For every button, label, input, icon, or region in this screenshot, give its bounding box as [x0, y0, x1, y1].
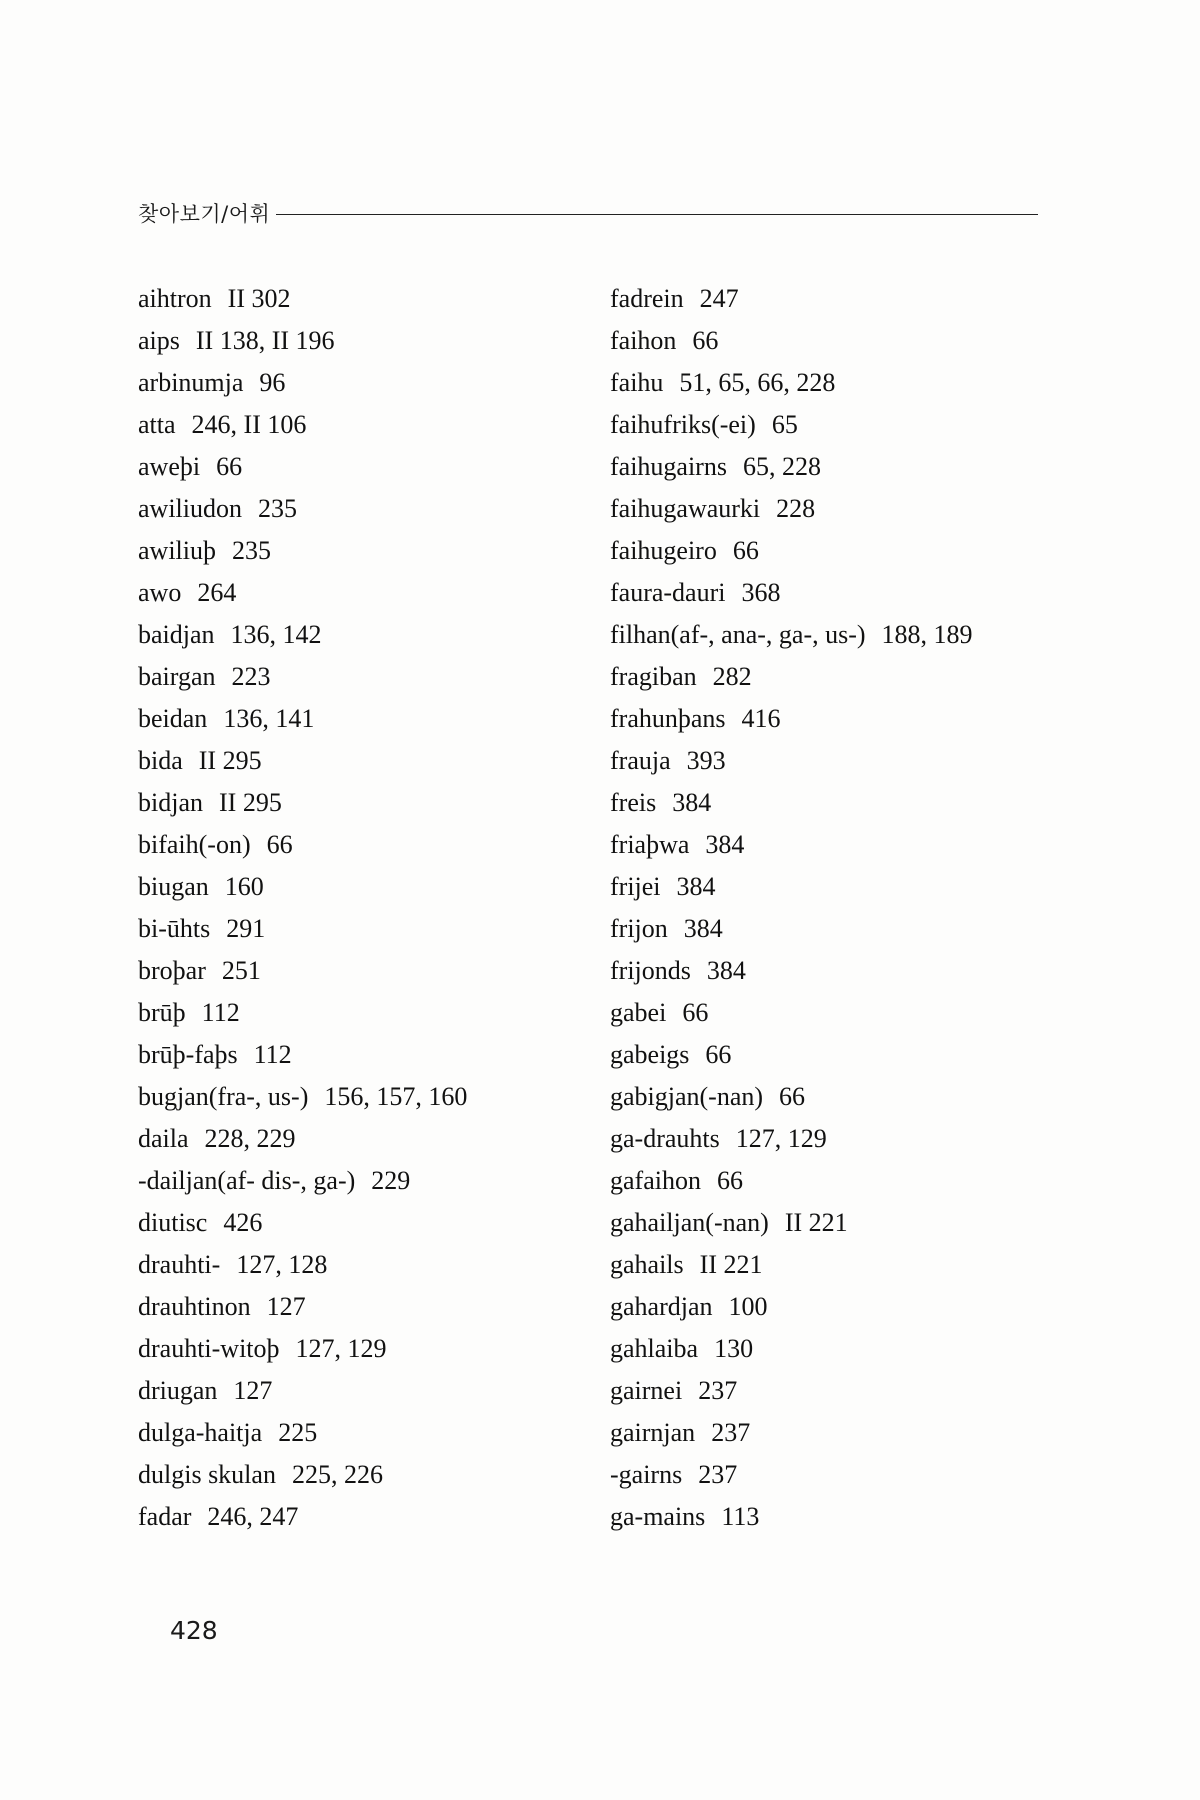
index-word: faihu — [610, 368, 664, 397]
index-word: fadrein — [610, 284, 684, 313]
page-references: 225, 226 — [291, 1460, 383, 1489]
index-entry — [138, 1286, 578, 1328]
index-entry — [610, 1412, 1070, 1454]
index-entry — [610, 1454, 1070, 1496]
index-entry — [138, 1034, 578, 1076]
index-entry — [138, 404, 578, 446]
index-entry — [610, 656, 1070, 698]
index-word: bifaih(-on) — [138, 830, 251, 859]
index-entry — [610, 866, 1070, 908]
index-word: ga-mains — [610, 1502, 706, 1531]
index-entry — [610, 824, 1070, 866]
index-word: faihugairns — [610, 452, 727, 481]
index-entry — [138, 698, 578, 740]
index-word: gabei — [610, 998, 667, 1027]
page-references: 112 — [201, 998, 240, 1027]
page-references: 66 — [716, 1166, 743, 1195]
page-references: 65 — [771, 410, 798, 439]
index-word: beidan — [138, 704, 208, 733]
index-entry — [610, 530, 1070, 572]
page-references: 237 — [698, 1376, 738, 1405]
index-word: gahlaiba — [610, 1334, 699, 1363]
index-word: aweþi — [138, 452, 201, 481]
index-word: frijei — [610, 872, 661, 901]
index-entry — [610, 362, 1070, 404]
index-entry — [610, 1202, 1070, 1244]
index-entry — [138, 572, 578, 614]
page-references: 66 — [266, 830, 293, 859]
index-word: baidjan — [138, 620, 215, 649]
index-entry — [610, 320, 1070, 362]
page-references: 229 — [371, 1166, 411, 1195]
index-entry — [138, 1454, 578, 1496]
index-entry — [610, 488, 1070, 530]
index-entry — [138, 782, 578, 824]
page-references: 66 — [216, 452, 243, 481]
index-entry — [138, 614, 578, 656]
page-references: 136, 141 — [223, 704, 315, 733]
index-word: drauhtinon — [138, 1292, 251, 1321]
page-references: 130 — [714, 1334, 754, 1363]
index-word: drauhti- — [138, 1250, 221, 1279]
page-references: 246, II 106 — [191, 410, 307, 439]
page-references: 384 — [706, 956, 746, 985]
page-references: 416 — [741, 704, 781, 733]
page-references: 251 — [221, 956, 261, 985]
page-references: 156, 157, 160 — [324, 1082, 468, 1111]
index-word: -dailjan(af- dis-, ga-) — [138, 1166, 356, 1195]
index-entry — [138, 1076, 578, 1118]
page-references: 384 — [676, 872, 716, 901]
page-references: 282 — [712, 662, 752, 691]
index-entry — [138, 908, 578, 950]
page-references: II 138, II 196 — [195, 326, 335, 355]
index-word: drauhti-witoþ — [138, 1334, 280, 1363]
index-word: dulga-haitja — [138, 1418, 263, 1447]
page-references: II 295 — [219, 788, 282, 817]
running-head — [138, 198, 1038, 228]
page-references: 127 — [266, 1292, 306, 1321]
page-references: 66 — [705, 1040, 732, 1069]
page-references: 66 — [779, 1082, 806, 1111]
index-word: brūþ-faþs — [138, 1040, 238, 1069]
page-references: 96 — [259, 368, 286, 397]
index-word: bidjan — [138, 788, 203, 817]
index-entry — [610, 1328, 1070, 1370]
index-entry — [138, 656, 578, 698]
index-entry — [138, 1412, 578, 1454]
page-references: 223 — [231, 662, 271, 691]
index-entry — [610, 950, 1070, 992]
index-word: faihufriks(-ei) — [610, 410, 756, 439]
index-word: bugjan(fra-, us-) — [138, 1082, 309, 1111]
index-word: gabeigs — [610, 1040, 690, 1069]
index-entry — [138, 740, 578, 782]
index-entry — [610, 614, 1070, 656]
page-references: 384 — [683, 914, 723, 943]
index-entry — [138, 866, 578, 908]
index-entry — [610, 404, 1070, 446]
index-word: ga-drauhts — [610, 1124, 720, 1153]
index-word: frijonds — [610, 956, 691, 985]
index-word: atta — [138, 410, 176, 439]
index-word: bairgan — [138, 662, 216, 691]
page-references: II 302 — [227, 284, 291, 313]
index-word: -gairns — [610, 1460, 683, 1489]
page-references: 225 — [278, 1418, 318, 1447]
index-entry — [138, 530, 578, 572]
index-entry — [610, 572, 1070, 614]
index-entry — [138, 1328, 578, 1370]
index-entry — [610, 740, 1070, 782]
index-word: brūþ — [138, 998, 186, 1027]
index-entry — [610, 908, 1070, 950]
page-references: 235 — [258, 494, 297, 523]
index-word: faihugeiro — [610, 536, 717, 565]
index-entry — [610, 1160, 1070, 1202]
page-references: 393 — [686, 746, 726, 775]
index-column-left — [138, 278, 578, 1538]
page-references: 66 — [682, 998, 709, 1027]
page-references: 264 — [197, 578, 237, 607]
page-references: 112 — [253, 1040, 292, 1069]
index-entry — [138, 992, 578, 1034]
index-entry — [138, 1244, 578, 1286]
index-entry — [610, 992, 1070, 1034]
page-references: 188, 189 — [881, 620, 973, 649]
index-entry — [138, 446, 578, 488]
page-references: 368 — [741, 578, 781, 607]
index-entry — [610, 446, 1070, 488]
index-word: arbinumja — [138, 368, 244, 397]
index-word: gairnjan — [610, 1418, 696, 1447]
page-references: 100 — [728, 1292, 768, 1321]
index-entry — [610, 1496, 1070, 1538]
index-word: gabigjan(-nan) — [610, 1082, 764, 1111]
index-word: filhan(af-, ana-, ga-, us-) — [610, 620, 866, 649]
page-references: 127, 129 — [295, 1334, 387, 1363]
index-entry — [610, 1076, 1070, 1118]
page-references: 235 — [232, 536, 271, 565]
page-references: II 221 — [784, 1208, 848, 1237]
index-word: awiliuþ — [138, 536, 216, 565]
index-word: frahunþans — [610, 704, 726, 733]
index-entry — [610, 1286, 1070, 1328]
index-word: fadar — [138, 1502, 192, 1531]
index-word: biugan — [138, 872, 209, 901]
page-references: 65, 228 — [742, 452, 821, 481]
page-references: 66 — [692, 326, 719, 355]
index-entry — [138, 362, 578, 404]
index-entry — [138, 1496, 578, 1538]
page-references: 384 — [705, 830, 745, 859]
index-entry — [138, 488, 578, 530]
index-word: bida — [138, 746, 183, 775]
index-word: dulgis skulan — [138, 1460, 276, 1489]
index-word: gahardjan — [610, 1292, 713, 1321]
index-entry — [138, 1160, 578, 1202]
page-references: 237 — [698, 1460, 738, 1489]
page-references: 228, 229 — [204, 1124, 296, 1153]
page-references: 127 — [233, 1376, 273, 1405]
page-references: 228 — [776, 494, 816, 523]
index-word: faihon — [610, 326, 677, 355]
index-word: aips — [138, 326, 180, 355]
page-references: 246, 247 — [207, 1502, 299, 1531]
page-references: 51, 65, 66, 228 — [679, 368, 836, 397]
index-entry — [138, 278, 578, 320]
page-references: 160 — [224, 872, 264, 901]
page-references: 113 — [721, 1502, 760, 1531]
index-entry — [610, 278, 1070, 320]
page-references: 291 — [226, 914, 266, 943]
index-entry — [610, 782, 1070, 824]
index-word: aihtron — [138, 284, 212, 313]
page-references: II 295 — [198, 746, 262, 775]
index-word: driugan — [138, 1376, 218, 1405]
index-word: daila — [138, 1124, 189, 1153]
index-entry — [138, 950, 578, 992]
index-entry — [138, 1118, 578, 1160]
index-entry — [610, 1118, 1070, 1160]
index-entry — [138, 320, 578, 362]
index-word: frijon — [610, 914, 668, 943]
running-head-title: 찾아보기/어휘 — [138, 202, 271, 226]
index-word: broþar — [138, 956, 206, 985]
index-word: frauja — [610, 746, 671, 775]
index-entry — [610, 698, 1070, 740]
page-number: 428 — [170, 1616, 218, 1645]
index-word: bi-ūhts — [138, 914, 211, 943]
index-word: awiliudon — [138, 494, 242, 523]
index-entry — [610, 1034, 1070, 1076]
page-references: 237 — [711, 1418, 751, 1447]
index-entry — [138, 1370, 578, 1412]
page-references: 426 — [223, 1208, 263, 1237]
page-references: II 221 — [699, 1250, 763, 1279]
index-word: diutisc — [138, 1208, 208, 1237]
page-references: 127, 129 — [735, 1124, 827, 1153]
index-entry — [610, 1244, 1070, 1286]
index-word: gairnei — [610, 1376, 683, 1405]
index-word: fragiban — [610, 662, 697, 691]
header-rule — [276, 214, 1038, 215]
index-word: gahails — [610, 1250, 684, 1279]
index-word: faura-dauri — [610, 578, 726, 607]
index-word: gahailjan(-nan) — [610, 1208, 769, 1237]
index-word: awo — [138, 578, 182, 607]
index-word: gafaihon — [610, 1166, 701, 1195]
page-references: 136, 142 — [230, 620, 322, 649]
index-entry — [610, 1370, 1070, 1412]
page-references: 127, 128 — [236, 1250, 328, 1279]
page-references: 247 — [699, 284, 739, 313]
page-references: 384 — [672, 788, 712, 817]
index-word: faihugawaurki — [610, 494, 761, 523]
index-column-right — [610, 278, 1070, 1538]
page-references: 66 — [732, 536, 759, 565]
index-entry — [138, 824, 578, 866]
index-word: friaþwa — [610, 830, 690, 859]
index-entry — [138, 1202, 578, 1244]
index-word: freis — [610, 788, 657, 817]
